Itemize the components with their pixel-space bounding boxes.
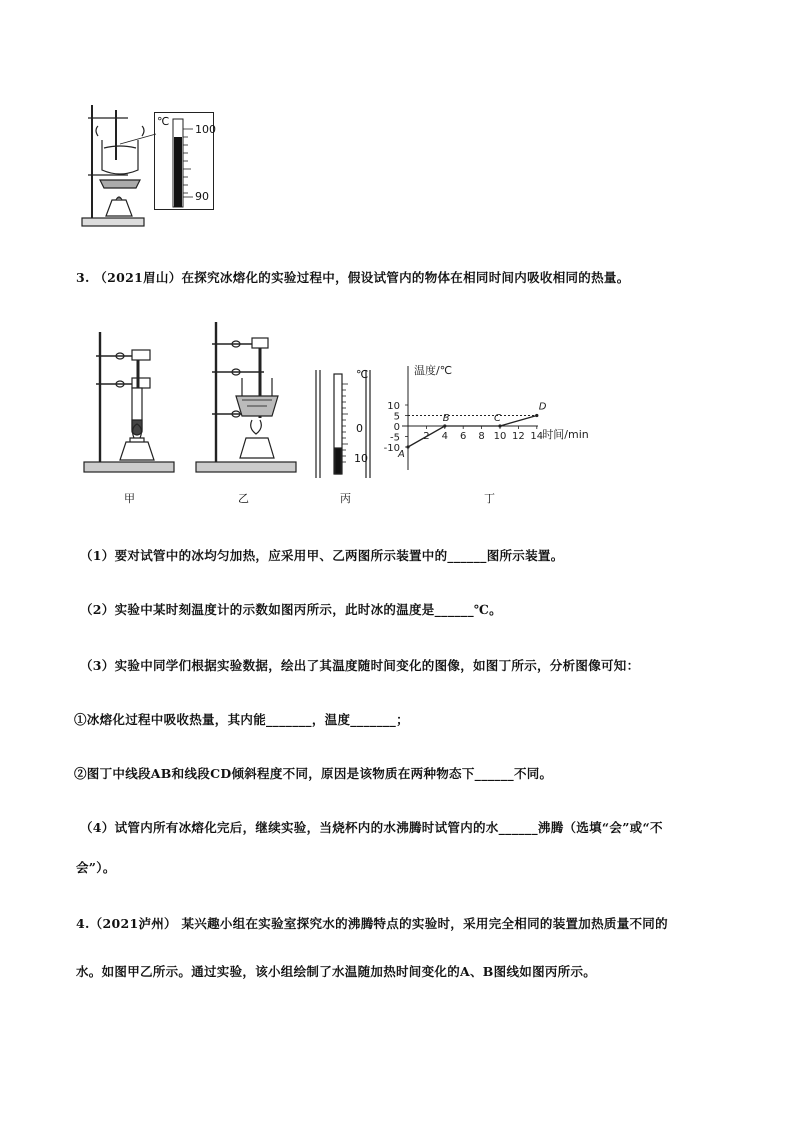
chart-point-label-C: C bbox=[494, 413, 501, 424]
q3-line-2: （2）实验中某时刻温度计的示数如图丙所示，此时冰的温度是______℃。 bbox=[80, 602, 502, 617]
bing-thermometer-tick-0: 0 bbox=[356, 422, 363, 435]
figure-label-bing: 丙 bbox=[340, 492, 351, 505]
q3-line-7: 会”）。 bbox=[76, 860, 116, 875]
chart-y-tick-label: 0 bbox=[393, 422, 400, 433]
chart-x-axis-label: 时间/min bbox=[542, 428, 589, 441]
bing-thermometer-unit: ℃ bbox=[356, 368, 369, 381]
q3-title: 3. （2021眉山）在探究冰熔化的实验过程中，假设试管内的物体在相同时间内吸收相同的热量。 bbox=[76, 270, 630, 285]
top-thermometer-tick-100: 100 bbox=[195, 123, 216, 136]
chart-x-tick-label: 10 bbox=[493, 431, 507, 442]
top-thermometer-unit: ℃ bbox=[157, 115, 170, 128]
q4-line-1: 4.（2021泸州） 某兴趣小组在实验室探究水的沸腾特点的实验时，采用完全相同的装置加热质量不同的 bbox=[76, 916, 668, 931]
q4-line-2: 水。如图甲乙所示。通过实验，该小组绘制了水温随加热时间变化的A、B图线如图丙所示。 bbox=[76, 964, 597, 979]
q3-line-1: （1）要对试管中的冰均匀加热，应采用甲、乙两图所示装置中的______图所示装置。 bbox=[80, 548, 564, 563]
top-thermometer-box bbox=[154, 112, 214, 210]
chart-point-C bbox=[498, 424, 501, 427]
top-thermometer-tick-90: 90 bbox=[195, 190, 209, 203]
figure-label-jia: 甲 bbox=[124, 492, 135, 505]
figure-label-yi: 乙 bbox=[238, 492, 249, 505]
chart-x-tick-label: 4 bbox=[441, 431, 448, 442]
chart-x-tick-label: 8 bbox=[478, 431, 485, 442]
chart-y-tick-label: 10 bbox=[387, 401, 400, 412]
figure-label-ding: 丁 bbox=[484, 492, 495, 505]
chart-point-label-A: A bbox=[398, 449, 405, 460]
bing-thermometer-tick-10: 10 bbox=[354, 452, 368, 465]
chart-y-tick-label: 5 bbox=[393, 411, 400, 423]
chart-point-A bbox=[406, 445, 409, 448]
top-apparatus bbox=[82, 105, 144, 226]
chart-point-D bbox=[535, 414, 538, 417]
figure-yi-apparatus bbox=[192, 318, 302, 478]
figure-jia-apparatus bbox=[80, 328, 180, 478]
chart-point-label-B: B bbox=[442, 413, 450, 424]
q3-line-5: ②图丁中线段AB和线段CD倾斜程度不同，原因是该物质在两种物态下______不同。 bbox=[74, 766, 553, 781]
chart-point-B bbox=[443, 424, 446, 427]
figure-ding-chart bbox=[360, 362, 610, 482]
chart-y-tick-label: -5 bbox=[390, 432, 400, 444]
q3-line-3: （3）实验中同学们根据实验数据，绘出了其温度随时间变化的图像，如图丁所示，分析图像可知： bbox=[80, 658, 640, 673]
chart-point-label-D: D bbox=[538, 401, 547, 413]
chart-y-axis-label: 温度/℃ bbox=[414, 364, 453, 377]
chart-x-tick-label: 6 bbox=[460, 431, 467, 442]
q3-line-6: （4）试管内所有冰熔化完后，继续实验，当烧杯内的水沸腾时试管内的水______沸腾（选填“会”或“不 bbox=[80, 820, 663, 835]
chart-x-tick-label: 12 bbox=[512, 431, 525, 442]
q3-line-4: ①冰熔化过程中吸收热量，其内能_______，温度_______； bbox=[74, 712, 409, 727]
chart-x-tick-label: 2 bbox=[423, 431, 430, 442]
chart-y-tick-label: -10 bbox=[383, 443, 400, 454]
chart-x-tick-label: 14 bbox=[530, 431, 544, 442]
